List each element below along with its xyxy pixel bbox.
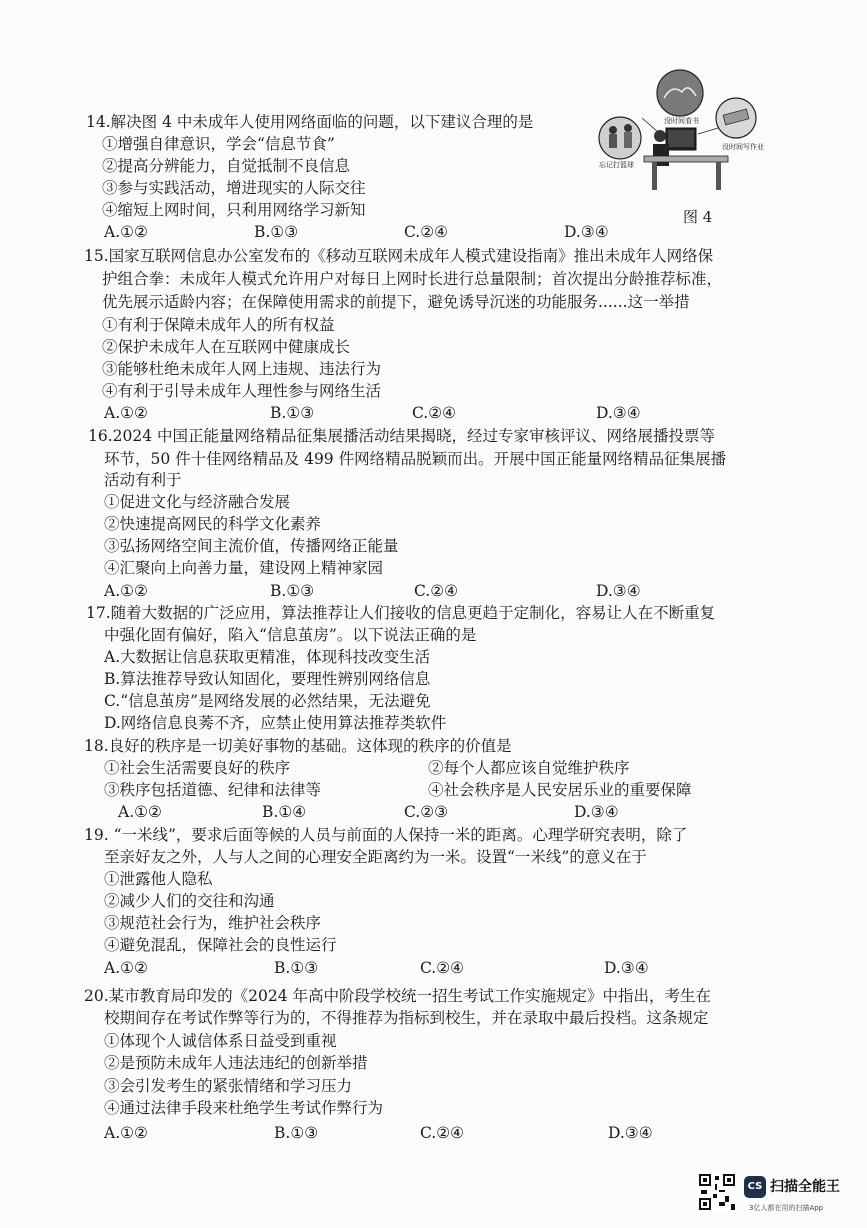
- option-d[interactable]: D.③④: [608, 1124, 653, 1142]
- option-b[interactable]: B.①③: [274, 1124, 319, 1142]
- option-c[interactable]: C.②④: [420, 959, 465, 977]
- option-b[interactable]: B.①③: [254, 223, 299, 241]
- option-b[interactable]: B.①③: [270, 404, 315, 422]
- option-a[interactable]: A.①②: [104, 959, 148, 977]
- option-c[interactable]: C.②④: [412, 404, 457, 422]
- question-19-item: ①泄露他人隐私: [104, 870, 213, 888]
- figure-label: 忘记打篮球: [599, 161, 634, 169]
- figure-4: [598, 68, 778, 228]
- question-20-stem: 20.某市教育局印发的《2024 年高中阶段学校统一招生考试工作实施规定》中指出，考生在: [84, 987, 712, 1005]
- question-16-options: [104, 581, 664, 601]
- question-16-stem: 16.2024 中国正能量网络精品征集展播活动结果揭晓，经过专家审核评议、网络展播投票等: [88, 427, 716, 445]
- question-15-item: ③能够杜绝未成年人网上违规、违法行为: [102, 360, 382, 378]
- question-17-choice-a[interactable]: A.大数据让信息获取更精准，体现科技改变生活: [104, 648, 431, 666]
- question-16-stem: 环节，50 件十佳网络精品及 499 件网络精品脱颖而出。开展中国正能量网络精品征集展播: [104, 450, 727, 468]
- question-19-item: ④避免混乱，保障社会的良性运行: [104, 936, 337, 954]
- question-17-choice-d[interactable]: D.网络信息良莠不齐，应禁止使用算法推荐类软件: [104, 714, 447, 732]
- figure-label: 没时间看书: [664, 117, 699, 125]
- question-14-item: ①增强自律意识，学会“信息节食”: [102, 135, 335, 153]
- option-a[interactable]: A.①②: [104, 582, 148, 600]
- question-17-stem: 中强化固有偏好，陷入“信息茧房”。以下说法正确的是: [104, 626, 477, 644]
- app-tagline: 3亿人都在用的扫描App: [749, 1204, 824, 1212]
- question-16-item: ③弘扬网络空间主流价值，传播网络正能量: [104, 537, 399, 555]
- scanner-watermark: [697, 1172, 857, 1222]
- option-c[interactable]: C.②④: [414, 582, 459, 600]
- question-20-item: ①体现个人诚信体系日益受到重视: [104, 1032, 337, 1050]
- question-17-stem: 17.随着大数据的广泛应用，算法推荐让人们接收的信息更趋于定制化，容易让人在不断重复: [86, 604, 716, 622]
- question-16-item: ①促进文化与经济融合发展: [104, 493, 291, 511]
- question-19-stem: 至亲好友之外，人与人之间的心理安全距离约为一米。设置“一米线”的意义在于: [104, 848, 647, 866]
- figure-caption: 图 4: [683, 208, 713, 226]
- question-18-stem: 18.良好的秩序是一切美好事物的基础。这体现的秩序的价值是: [84, 737, 512, 755]
- option-a[interactable]: A.①②: [104, 404, 148, 422]
- question-19-item: ③规范社会行为，维护社会秩序: [104, 914, 322, 932]
- figure-label: 没时间写作业: [722, 143, 764, 151]
- question-19-options: [104, 958, 664, 978]
- question-20-options: [104, 1123, 664, 1143]
- question-14-item: ③参与实践活动，增进现实的人际交往: [102, 179, 366, 197]
- question-14-item: ④缩短上网时间，只利用网络学习新知: [102, 201, 366, 219]
- question-16-item: ②快速提高网民的科学文化素养: [104, 515, 322, 533]
- option-c[interactable]: C.②④: [404, 223, 449, 241]
- qr-code-icon: [697, 1172, 737, 1212]
- option-b[interactable]: B.①③: [274, 959, 319, 977]
- question-17-choice-b[interactable]: B.算法推荐导致认知固化，要理性辨别网络信息: [104, 670, 431, 688]
- option-b[interactable]: B.①③: [270, 582, 315, 600]
- question-15-item: ②保护未成年人在互联网中健康成长: [102, 338, 351, 356]
- question-15-options: [104, 403, 664, 423]
- figure-illustration: [598, 68, 778, 208]
- question-19-item: ②减少人们的交往和沟通: [104, 892, 275, 910]
- question-18-item: ③秩序包括道德、纪律和法律等: [104, 781, 322, 799]
- option-d[interactable]: D.③④: [596, 404, 641, 422]
- question-15-item: ①有利于保障未成年人的所有权益: [102, 316, 335, 334]
- option-a[interactable]: A.①②: [118, 803, 162, 821]
- question-18-item: ②每个人都应该自觉维护秩序: [428, 759, 630, 777]
- question-20-item: ③会引发考生的紧张情绪和学习压力: [104, 1077, 353, 1095]
- question-18-item: ①社会生活需要良好的秩序: [104, 759, 291, 777]
- option-a[interactable]: A.①②: [104, 223, 148, 241]
- question-20-item: ②是预防未成年人违法违纪的创新举措: [104, 1054, 368, 1072]
- question-18-item: ④社会秩序是人民安居乐业的重要保障: [428, 781, 692, 799]
- question-15-item: ④有利于引导未成年人理性参与网络生活: [102, 382, 382, 400]
- question-14-options: [104, 222, 624, 242]
- question-18-options: [118, 802, 638, 822]
- option-d[interactable]: D.③④: [604, 959, 649, 977]
- question-16-stem: 活动有利于: [104, 471, 182, 489]
- option-d[interactable]: D.③④: [564, 223, 609, 241]
- option-d[interactable]: D.③④: [574, 803, 619, 821]
- question-14-item: ②提高分辨能力，自觉抵制不良信息: [102, 157, 351, 175]
- camscanner-logo: CS: [744, 1176, 766, 1198]
- option-c[interactable]: C.②④: [420, 1124, 465, 1142]
- option-a[interactable]: A.①②: [104, 1124, 148, 1142]
- question-19-stem: 19. “一米线”，要求后面等候的人员与前面的人保持一米的距离。心理学研究表明，除了: [84, 826, 688, 844]
- question-15-stem: 15.国家互联网信息办公室发布的《移动互联网未成年人模式建设指南》推出未成年人网络保: [84, 247, 714, 265]
- question-16-item: ④汇聚向上向善力量，建设网上精神家园: [104, 559, 384, 577]
- question-20-item: ④通过法律手段来杜绝学生考试作弊行为: [104, 1099, 384, 1117]
- question-15-stem: 优先展示适龄内容；在保障使用需求的前提下，避免诱导沉迷的功能服务......这一举措: [102, 293, 690, 311]
- question-15-stem: 护组合拳：未成年人模式允许用户对每日上网时长进行总量限制；首次提出分龄推荐标准，: [102, 270, 723, 288]
- app-name: 扫描全能王: [770, 1179, 840, 1195]
- question-20-stem: 校期间存在考试作弊等行为的，不得推荐为指标到校生，并在录取中最后投档。这条规定: [104, 1009, 709, 1027]
- question-14-stem: 14.解决图 4 中未成年人使用网络面临的问题，以下建议合理的是: [86, 113, 534, 131]
- option-c[interactable]: C.②③: [404, 803, 449, 821]
- question-17-choice-c[interactable]: C.“信息茧房”是网络发展的必然结果，无法避免: [104, 692, 431, 710]
- option-d[interactable]: D.③④: [596, 582, 641, 600]
- option-b[interactable]: B.①④: [262, 803, 307, 821]
